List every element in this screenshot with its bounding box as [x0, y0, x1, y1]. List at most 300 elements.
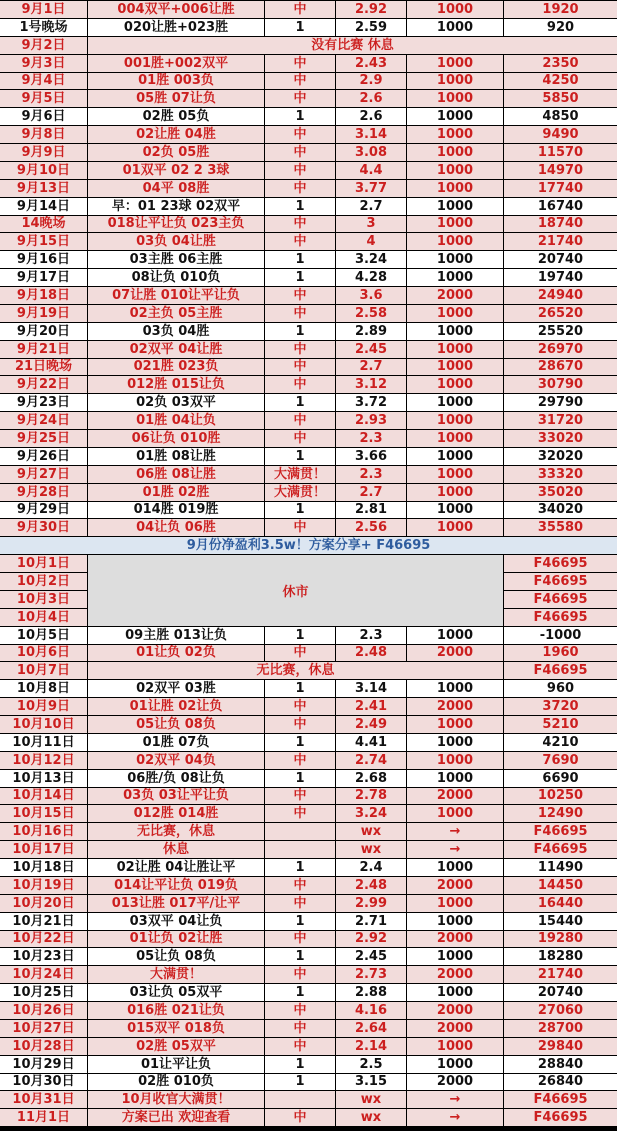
- table-row: [0, 518, 617, 536]
- stake-cell: 1000: [407, 90, 503, 107]
- table-row: [0, 1019, 617, 1037]
- bet-cell: 03双平 04让负: [88, 913, 264, 930]
- bet-cell: 02负 05胜: [88, 144, 264, 161]
- stake-cell: 2000: [407, 1074, 503, 1091]
- balance-cell: 960: [504, 680, 617, 697]
- date-cell: 9月6日: [0, 108, 87, 125]
- date-cell: 9月3日: [0, 55, 87, 72]
- stake-cell: 1000: [407, 805, 503, 822]
- balance-cell: 6690: [504, 770, 617, 787]
- odds-cell: 3: [336, 216, 406, 233]
- balance-cell: 1920: [504, 1, 617, 18]
- odds-cell: 2.48: [336, 645, 406, 662]
- date-cell: 9月30日: [0, 519, 87, 536]
- table-row: [0, 89, 617, 107]
- balance-cell: F46695: [504, 662, 617, 679]
- odds-cell: 4.41: [336, 734, 406, 751]
- stake-cell: 1000: [407, 913, 503, 930]
- bet-cell: 01让负 02负: [88, 645, 264, 662]
- odds-cell: 3.24: [336, 805, 406, 822]
- bet-cell: 02胜 010负: [88, 1074, 264, 1091]
- date-cell: 9月9日: [0, 144, 87, 161]
- odds-cell: 3.24: [336, 251, 406, 268]
- bet-cell: 001胜+002双平: [88, 55, 264, 72]
- odds-cell: 4.16: [336, 1002, 406, 1019]
- balance-cell: 12490: [504, 805, 617, 822]
- date-cell: 21日晚场: [0, 359, 87, 376]
- bet-cell: 01双平 02 2 3球: [88, 162, 264, 179]
- stake-cell: →: [407, 841, 503, 858]
- date-cell: 10月24日: [0, 966, 87, 983]
- bet-cell: 方案已出 欢迎查看: [88, 1109, 264, 1126]
- result-cell: 1: [265, 251, 335, 268]
- odds-cell: 3.14: [336, 126, 406, 143]
- table-row: [0, 322, 617, 340]
- table-row: [0, 983, 617, 1001]
- result-cell: 中: [265, 1002, 335, 1019]
- result-cell: 大满贯！: [265, 484, 335, 501]
- bet-cell: 01胜 003负: [88, 73, 264, 90]
- balance-cell: 920: [504, 19, 617, 36]
- odds-cell: 2.58: [336, 305, 406, 322]
- balance-cell: 26520: [504, 305, 617, 322]
- stake-cell: 1000: [407, 251, 503, 268]
- date-cell: 10月26日: [0, 1002, 87, 1019]
- bet-cell: 05让负 08负: [88, 716, 264, 733]
- balance-cell: 16740: [504, 198, 617, 215]
- date-cell: 10月7日: [0, 662, 87, 679]
- odds-cell: 2.92: [336, 931, 406, 948]
- bet-cell: 012胜 015让负: [88, 376, 264, 393]
- balance-cell: 14970: [504, 162, 617, 179]
- date-cell: 9月1日: [0, 1, 87, 18]
- result-cell: 中: [265, 305, 335, 322]
- bet-cell: 004双平+006让胜: [88, 1, 264, 18]
- stake-cell: 1000: [407, 948, 503, 965]
- result-cell: 中: [265, 180, 335, 197]
- table-row: [0, 1108, 617, 1126]
- date-cell: 14晚场: [0, 216, 87, 233]
- odds-cell: 2.92: [336, 1, 406, 18]
- date-cell: 10月12日: [0, 752, 87, 769]
- date-cell: 9月27日: [0, 466, 87, 483]
- stake-cell: 1000: [407, 1, 503, 18]
- result-cell: 中: [265, 430, 335, 447]
- table-row: [0, 215, 617, 233]
- table-row: [0, 876, 617, 894]
- bet-cell: 01让平让负: [88, 1056, 264, 1073]
- bet-cell: 04平 08胜: [88, 180, 264, 197]
- note-cell: 无比赛，休息: [88, 662, 503, 679]
- result-cell: 中: [265, 645, 335, 662]
- result-cell: 中: [265, 1, 335, 18]
- result-cell: 1: [265, 198, 335, 215]
- table-row: [0, 36, 617, 54]
- odds-cell: 3.6: [336, 287, 406, 304]
- stake-cell: 1000: [407, 126, 503, 143]
- stake-cell: 1000: [407, 412, 503, 429]
- date-cell: 9月26日: [0, 448, 87, 465]
- stake-cell: 1000: [407, 1056, 503, 1073]
- odds-cell: 2.93: [336, 412, 406, 429]
- odds-cell: 2.64: [336, 1020, 406, 1037]
- stake-cell: 1000: [407, 162, 503, 179]
- date-cell: 10月25日: [0, 984, 87, 1001]
- result-cell: 中: [265, 788, 335, 805]
- odds-cell: 2.45: [336, 341, 406, 358]
- table-row: [0, 697, 617, 715]
- bet-cell: 05让负 08负: [88, 948, 264, 965]
- stake-cell: 1000: [407, 895, 503, 912]
- balance-cell: 29840: [504, 1038, 617, 1055]
- table-row: [0, 161, 617, 179]
- table-row: [0, 143, 617, 161]
- stake-cell: 1000: [407, 627, 503, 644]
- date-cell: 10月8日: [0, 680, 87, 697]
- date-cell: 10月22日: [0, 931, 87, 948]
- bet-cell: 02双平 04让胜: [88, 341, 264, 358]
- bet-cell: 015双平 018负: [88, 1020, 264, 1037]
- table-row: [0, 125, 617, 143]
- stake-cell: →: [407, 1091, 503, 1108]
- bet-cell: 021胜 023负: [88, 359, 264, 376]
- odds-cell: 2.7: [336, 198, 406, 215]
- stake-cell: 1000: [407, 680, 503, 697]
- result-cell: 1: [265, 1056, 335, 1073]
- result-cell: 中: [265, 716, 335, 733]
- result-cell: 中: [265, 359, 335, 376]
- date-cell: 10月16日: [0, 823, 87, 840]
- balance-cell: 20740: [504, 984, 617, 1001]
- date-cell: 9月24日: [0, 412, 87, 429]
- date-cell: 9月8日: [0, 126, 87, 143]
- summary-banner: [0, 536, 617, 554]
- stake-cell: 1000: [407, 144, 503, 161]
- table-row: [0, 626, 617, 644]
- result-cell: 1: [265, 323, 335, 340]
- bet-cell: 04让负 06胜: [88, 519, 264, 536]
- bet-cell: 016胜 021让负: [88, 1002, 264, 1019]
- table-row: [0, 715, 617, 733]
- bet-cell: 09主胜 013让负: [88, 627, 264, 644]
- stake-cell: 1000: [407, 108, 503, 125]
- balance-cell: 15440: [504, 913, 617, 930]
- date-cell: 9月13日: [0, 180, 87, 197]
- date-cell: 10月13日: [0, 770, 87, 787]
- table-row: [0, 679, 617, 697]
- odds-cell: 4.4: [336, 162, 406, 179]
- balance-cell: 21740: [504, 233, 617, 250]
- odds-cell: 2.9: [336, 73, 406, 90]
- table-row: [0, 1037, 617, 1055]
- result-cell: 中: [265, 90, 335, 107]
- table-row: [0, 1073, 617, 1091]
- table-row: [0, 465, 617, 483]
- date-cell: 1号晚场: [0, 19, 87, 36]
- date-cell: 10月1日: [0, 555, 87, 572]
- bet-cell: 无比赛，休息: [88, 823, 264, 840]
- balance-cell: F46695: [504, 609, 617, 626]
- odds-cell: 2.74: [336, 752, 406, 769]
- odds-cell: 3.08: [336, 144, 406, 161]
- bet-cell: 01让胜 02让负: [88, 698, 264, 715]
- stake-cell: 2000: [407, 287, 503, 304]
- table-row: [0, 179, 617, 197]
- bet-cell: 03负 03让平让负: [88, 788, 264, 805]
- odds-cell: 2.99: [336, 895, 406, 912]
- bet-cell: 05胜 07让负: [88, 90, 264, 107]
- balance-cell: 11490: [504, 859, 617, 876]
- odds-cell: 2.14: [336, 1038, 406, 1055]
- odds-cell: 2.88: [336, 984, 406, 1001]
- odds-cell: 2.3: [336, 466, 406, 483]
- table-row: [0, 197, 617, 215]
- table-row: [0, 411, 617, 429]
- table-row: [0, 447, 617, 465]
- balance-cell: 31720: [504, 412, 617, 429]
- date-cell: 9月28日: [0, 484, 87, 501]
- balance-cell: F46695: [504, 1109, 617, 1126]
- odds-cell: 3.66: [336, 448, 406, 465]
- stake-cell: 1000: [407, 269, 503, 286]
- date-cell: 10月19日: [0, 877, 87, 894]
- odds-cell: 4: [336, 233, 406, 250]
- stake-cell: 1000: [407, 752, 503, 769]
- result-cell: 中: [265, 126, 335, 143]
- bet-cell: 03负 04胜: [88, 323, 264, 340]
- result-cell: 1: [265, 108, 335, 125]
- table-row: [0, 912, 617, 930]
- bet-cell: 02胜 05双平: [88, 1038, 264, 1055]
- stake-cell: 1000: [407, 519, 503, 536]
- bet-cell: 03让负 05双平: [88, 984, 264, 1001]
- balance-cell: 18280: [504, 948, 617, 965]
- summary-banner-text: 9月份净盈利3.5w！方案分享+ F46695: [0, 537, 617, 554]
- result-cell: 1: [265, 984, 335, 1001]
- balance-cell: 3720: [504, 698, 617, 715]
- stake-cell: 1000: [407, 734, 503, 751]
- bet-cell: 02让胜 04胜: [88, 126, 264, 143]
- bet-cell: 02负 03双平: [88, 394, 264, 411]
- table-row: [0, 840, 617, 858]
- result-cell: 中: [265, 412, 335, 429]
- balance-cell: 28840: [504, 1056, 617, 1073]
- balance-cell: F46695: [504, 555, 617, 572]
- odds-cell: wx: [336, 1109, 406, 1126]
- balance-cell: 27060: [504, 1002, 617, 1019]
- table-row: [0, 751, 617, 769]
- bet-cell: 06胜/负 08让负: [88, 770, 264, 787]
- result-cell: [265, 823, 335, 840]
- stake-cell: 1000: [407, 19, 503, 36]
- odds-cell: 2.81: [336, 502, 406, 519]
- table-row: [0, 18, 617, 36]
- stake-cell: 1000: [407, 216, 503, 233]
- bet-cell: 01胜 07负: [88, 734, 264, 751]
- result-cell: 中: [265, 895, 335, 912]
- date-cell: 10月20日: [0, 895, 87, 912]
- stake-cell: 1000: [407, 466, 503, 483]
- stake-cell: 1000: [407, 430, 503, 447]
- date-cell: 10月15日: [0, 805, 87, 822]
- date-cell: 10月17日: [0, 841, 87, 858]
- date-cell: 10月23日: [0, 948, 87, 965]
- stake-cell: 2000: [407, 698, 503, 715]
- result-cell: 中: [265, 1038, 335, 1055]
- odds-cell: 2.3: [336, 627, 406, 644]
- odds-cell: 3.14: [336, 680, 406, 697]
- balance-cell: 34020: [504, 502, 617, 519]
- date-cell: 9月21日: [0, 341, 87, 358]
- balance-cell: 29790: [504, 394, 617, 411]
- odds-cell: 2.45: [336, 948, 406, 965]
- result-cell: 中: [265, 341, 335, 358]
- result-cell: 中: [265, 287, 335, 304]
- date-cell: 10月3日: [0, 591, 87, 608]
- bet-cell: 03主胜 06主胜: [88, 251, 264, 268]
- stake-cell: 1000: [407, 55, 503, 72]
- result-cell: 中: [265, 519, 335, 536]
- stake-cell: 2000: [407, 877, 503, 894]
- balance-cell: 35020: [504, 484, 617, 501]
- balance-cell: 9490: [504, 126, 617, 143]
- balance-cell: 11570: [504, 144, 617, 161]
- odds-cell: 3.12: [336, 376, 406, 393]
- odds-cell: 2.68: [336, 770, 406, 787]
- stake-cell: 2000: [407, 931, 503, 948]
- balance-cell: 10250: [504, 788, 617, 805]
- date-cell: 10月28日: [0, 1038, 87, 1055]
- date-cell: 9月16日: [0, 251, 87, 268]
- bet-cell: 02主负 05主胜: [88, 305, 264, 322]
- result-cell: 中: [265, 931, 335, 948]
- odds-cell: 2.7: [336, 359, 406, 376]
- stake-cell: 1000: [407, 233, 503, 250]
- result-cell: 中: [265, 877, 335, 894]
- date-cell: 9月23日: [0, 394, 87, 411]
- result-cell: 1: [265, 859, 335, 876]
- balance-cell: F46695: [504, 1091, 617, 1108]
- result-cell: 中: [265, 233, 335, 250]
- balance-cell: 5850: [504, 90, 617, 107]
- date-cell: 9月15日: [0, 233, 87, 250]
- balance-cell: -1000: [504, 627, 617, 644]
- date-cell: 9月29日: [0, 502, 87, 519]
- date-cell: 9月25日: [0, 430, 87, 447]
- balance-cell: 7690: [504, 752, 617, 769]
- stake-cell: 1000: [407, 359, 503, 376]
- odds-cell: 2.7: [336, 484, 406, 501]
- bet-cell: 10月收官大满贯！: [88, 1091, 264, 1108]
- table-row: [0, 304, 617, 322]
- balance-cell: 26970: [504, 341, 617, 358]
- balance-cell: 30790: [504, 376, 617, 393]
- bet-cell: 休息: [88, 841, 264, 858]
- stake-cell: →: [407, 1109, 503, 1126]
- result-cell: 1: [265, 913, 335, 930]
- table-row: [0, 769, 617, 787]
- result-cell: 中: [265, 144, 335, 161]
- table-row: [0, 286, 617, 304]
- result-cell: 中: [265, 376, 335, 393]
- bet-cell: 018让平让负 023主负: [88, 216, 264, 233]
- table-row: [0, 858, 617, 876]
- date-cell: 10月10日: [0, 716, 87, 733]
- stake-cell: 2000: [407, 788, 503, 805]
- stake-cell: 1000: [407, 484, 503, 501]
- table-row: [0, 644, 617, 662]
- table-row: [0, 393, 617, 411]
- odds-cell: 2.48: [336, 877, 406, 894]
- balance-cell: 4210: [504, 734, 617, 751]
- balance-cell: 4850: [504, 108, 617, 125]
- bet-cell: 01让负 02让胜: [88, 931, 264, 948]
- result-cell: 中: [265, 162, 335, 179]
- odds-cell: 2.59: [336, 19, 406, 36]
- date-cell: 10月9日: [0, 698, 87, 715]
- result-cell: 1: [265, 502, 335, 519]
- result-cell: 中: [265, 752, 335, 769]
- table-row: [0, 429, 617, 447]
- odds-cell: wx: [336, 823, 406, 840]
- result-cell: 1: [265, 627, 335, 644]
- table-row: [0, 733, 617, 751]
- date-cell: 11月1日: [0, 1109, 87, 1126]
- date-cell: 9月14日: [0, 198, 87, 215]
- odds-cell: 2.41: [336, 698, 406, 715]
- bet-cell: 早：01 23球 02双平: [88, 198, 264, 215]
- odds-cell: 4.28: [336, 269, 406, 286]
- balance-cell: 14450: [504, 877, 617, 894]
- balance-cell: 19740: [504, 269, 617, 286]
- bet-cell: 07让胜 010让平让负: [88, 287, 264, 304]
- table-row: [0, 375, 617, 393]
- balance-cell: 28700: [504, 1020, 617, 1037]
- note-cell: 没有比赛 休息: [88, 37, 617, 54]
- bet-cell: 014让平让负 019负: [88, 877, 264, 894]
- balance-cell: F46695: [504, 573, 617, 590]
- table-row: [0, 1001, 617, 1019]
- date-cell: 10月18日: [0, 859, 87, 876]
- result-cell: 大满贯！: [265, 466, 335, 483]
- table-row: [0, 232, 617, 250]
- date-cell: 9月19日: [0, 305, 87, 322]
- table-row: [0, 804, 617, 822]
- stake-cell: 1000: [407, 716, 503, 733]
- balance-cell: 25520: [504, 323, 617, 340]
- balance-cell: 4250: [504, 73, 617, 90]
- bet-cell: 013让胜 017平/让平: [88, 895, 264, 912]
- stake-cell: 1000: [407, 502, 503, 519]
- stake-cell: 2000: [407, 966, 503, 983]
- date-cell: 9月17日: [0, 269, 87, 286]
- odds-cell: 2.3: [336, 430, 406, 447]
- stake-cell: 1000: [407, 376, 503, 393]
- table-row: [0, 661, 617, 679]
- result-cell: 1: [265, 448, 335, 465]
- bet-cell: 08让负 010负: [88, 269, 264, 286]
- result-cell: 1: [265, 269, 335, 286]
- odds-cell: 2.78: [336, 788, 406, 805]
- stake-cell: 1000: [407, 394, 503, 411]
- table-row: [0, 358, 617, 376]
- date-cell: 10月5日: [0, 627, 87, 644]
- table-row: [0, 787, 617, 805]
- stake-cell: 2000: [407, 1002, 503, 1019]
- date-cell: 10月21日: [0, 913, 87, 930]
- balance-cell: 33320: [504, 466, 617, 483]
- odds-cell: wx: [336, 1091, 406, 1108]
